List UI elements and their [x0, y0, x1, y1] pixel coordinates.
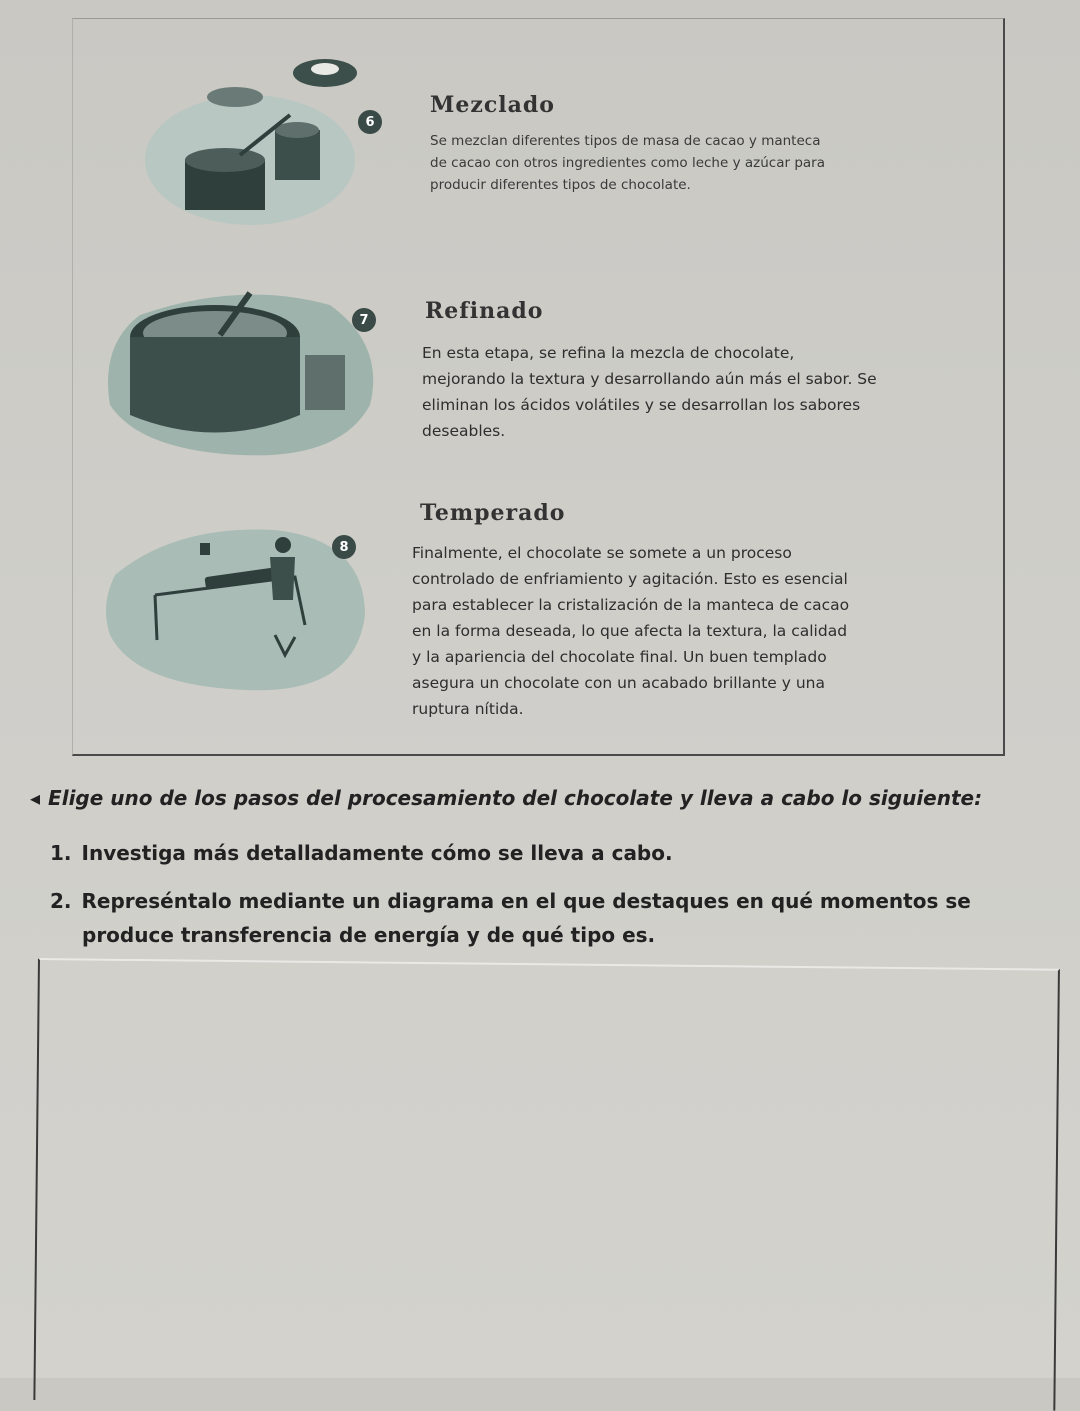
step-7-badge: 7: [352, 308, 376, 332]
activity-item-1: 1. Investiga más detalladamente cómo se lleva a cabo.: [50, 841, 673, 865]
step-8-title: Temperado: [420, 500, 566, 526]
mixing-illustration: [140, 55, 400, 235]
step-8-text: Finalmente, el chocolate se somete a un proceso controlado de enfriamiento y agitación. Esto es esencial para establecer la cristalización de la manteca de cacao en la forma deseada, lo que afecta la textura, la calidad y la apariencia del chocolate final. Un buen templado asegura un chocolate con un acabado brillante y una ruptura nítida.: [412, 544, 850, 718]
step-6-badge: 6: [358, 110, 382, 134]
refining-illustration: [100, 285, 390, 465]
step-8-badge: 8: [332, 535, 356, 559]
bullet-arrow-icon: ◂: [30, 786, 41, 810]
step-6-text: Se mezclan diferentes tipos de masa de cacao y manteca de cacao con otros ingredientes como leche y azúcar para producir diferentes tipos de chocolate.: [430, 133, 825, 193]
activity-item-2: 2. Represéntalo mediante un diagrama en el que destaques en qué momentos se produce transferencia de energía y de qué tipo es.: [50, 889, 971, 947]
step-6-title: Mezclado: [430, 92, 555, 118]
step-7-text: En esta etapa, se refina la mezcla de chocolate, mejorando la textura y desarrollando aún más el sabor. Se eliminan los ácidos volátiles y se desarrollan los sabores deseables.: [422, 344, 877, 440]
activity-instruction: ◂ Elige uno de los pasos del procesamiento del chocolate y lleva a cabo lo siguiente:: [30, 786, 983, 810]
answer-box[interactable]: [33, 958, 1060, 1411]
step-7-title: Refinado: [425, 298, 544, 324]
